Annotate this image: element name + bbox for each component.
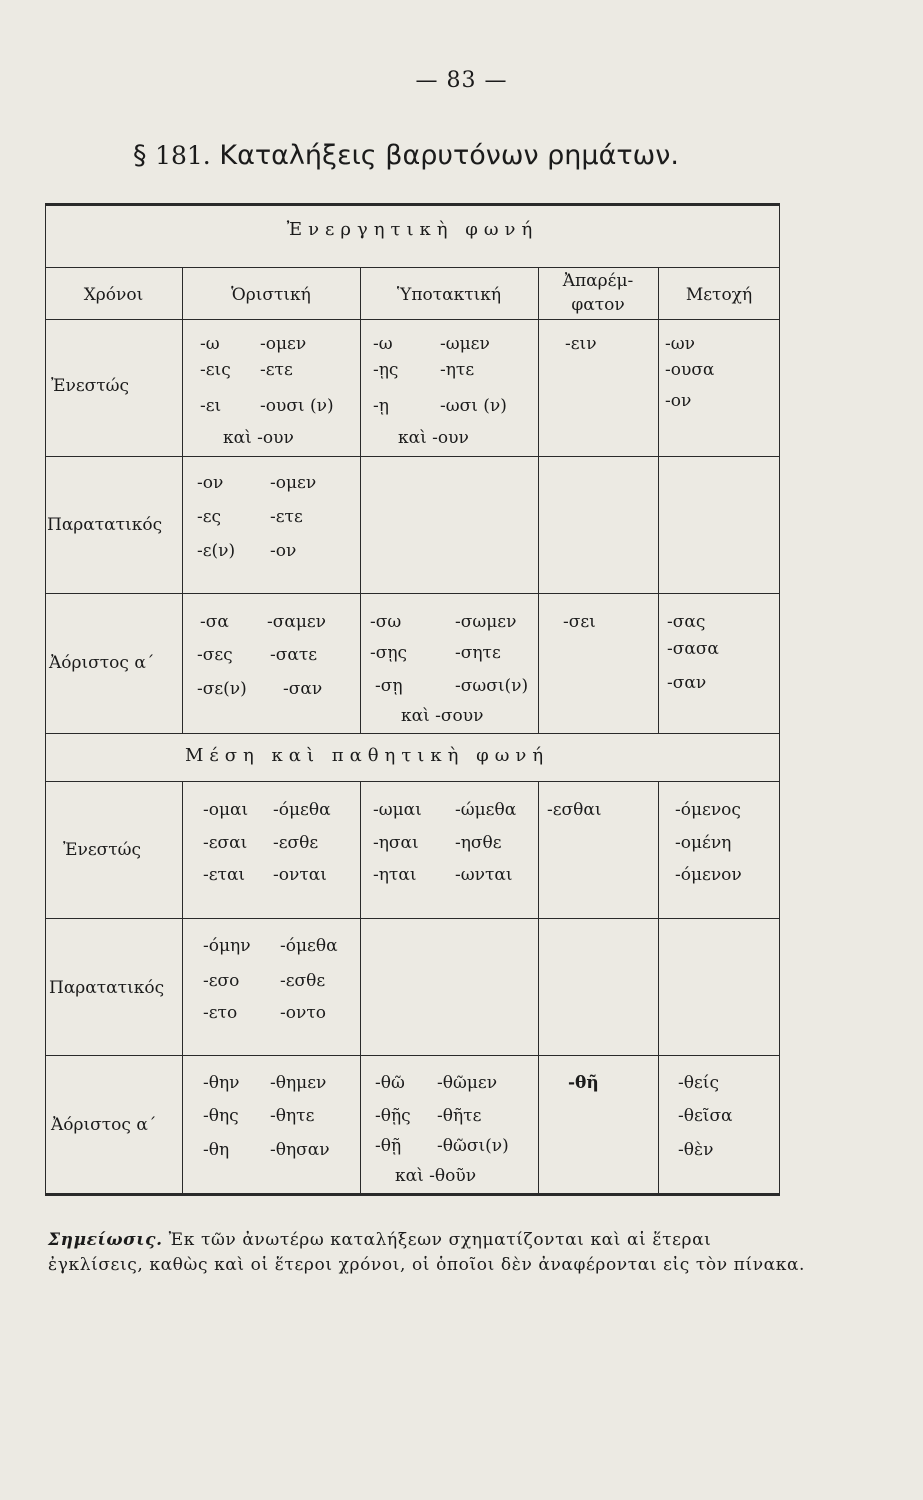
ending: -εται (203, 865, 246, 885)
ending: -θημεν (270, 1073, 327, 1093)
ending: -εσθαι (547, 800, 602, 820)
rule-right-border (779, 203, 780, 1196)
ending: -θη (203, 1140, 230, 1160)
ending: -σατε (270, 645, 318, 665)
ending: -ωσι (ν) (440, 396, 507, 416)
ending: -σαν (283, 679, 323, 699)
rule-after-middle-imperfect (45, 1055, 780, 1056)
ending: -εσθε (280, 971, 326, 991)
ending: -ον (665, 391, 692, 411)
tense-label: Παρατατικός (47, 515, 163, 535)
ending: -ω (373, 334, 393, 354)
ending: -εις (200, 360, 231, 380)
ending: -σῃ (375, 676, 403, 696)
ending: -όμενον (675, 865, 742, 885)
ending: -ῃς (373, 360, 399, 380)
ending: -θῶ (375, 1073, 405, 1093)
section-number: 181. (155, 141, 211, 170)
section-title (133, 140, 679, 171)
ending: -ωμεν (440, 334, 490, 354)
ending: καὶ -ουν (398, 428, 469, 448)
rule-col2-active (360, 267, 361, 733)
ending: -ηται (373, 865, 417, 885)
rule-col4-active (658, 267, 659, 733)
ending: -εσο (203, 971, 240, 991)
header-participle: Μετοχή (685, 285, 753, 305)
section-symbol: § (133, 140, 147, 171)
header-indicative: Ὁριστική (231, 285, 311, 305)
ending: -ητε (440, 360, 475, 380)
ending: -ετο (203, 1003, 238, 1023)
ending: -εσθε (273, 833, 319, 853)
header-infinitive-line2: φατον (571, 295, 625, 315)
ending: -θείς (678, 1073, 719, 1093)
ending: -ησθε (455, 833, 502, 853)
ending: -θης (203, 1106, 239, 1126)
ending: -ησαι (373, 833, 419, 853)
ending: -θητε (270, 1106, 315, 1126)
footnote (48, 1228, 808, 1278)
ending: -ον (270, 541, 297, 561)
ending: -ον (197, 473, 224, 493)
rule-after-aorist (45, 733, 780, 734)
page-number: — 83 — (415, 68, 508, 93)
ending: -θεῖσα (678, 1106, 733, 1126)
ending: -σας (667, 612, 706, 632)
ending: -οντο (280, 1003, 326, 1023)
ending: -θῶσι(ν) (437, 1136, 509, 1156)
ending: -θῆ (568, 1073, 599, 1093)
ending: -σωσι(ν) (455, 676, 529, 696)
ending: -ες (197, 507, 222, 527)
ending: -ωνται (455, 865, 513, 885)
ending: -ομεν (260, 334, 307, 354)
header-tenses: Χρόνοι (83, 285, 144, 305)
ending: -ει (200, 396, 222, 416)
ending: καὶ -ουν (223, 428, 294, 448)
table-bottom-rule (45, 1193, 780, 1196)
rule-under-voice-title (45, 267, 780, 268)
ending: -σασα (667, 639, 719, 659)
ending: -ετε (270, 507, 303, 527)
ending: -ῃ (373, 396, 389, 416)
ending: -σαμεν (267, 612, 327, 632)
ending: -σε(ν) (197, 679, 247, 699)
ending: -όμεθα (273, 800, 331, 820)
ending: -όμην (203, 936, 251, 956)
ending: καὶ -σουν (401, 706, 484, 726)
rule-under-middle-title (45, 781, 780, 782)
rule-col3-active (538, 267, 539, 733)
section-title-text: Καταλήξεις βαρυτόνων ρημάτων. (219, 140, 679, 171)
rule-left-border (45, 203, 46, 1196)
rule-after-middle-present (45, 918, 780, 919)
rule-col2-middle (360, 781, 361, 1193)
endings-table (45, 203, 780, 1197)
active-voice-title: Ἐνεργητικὴ φωνή (286, 219, 539, 240)
ending: -ονται (273, 865, 327, 885)
ending: -ε(ν) (197, 541, 236, 561)
rule-col1-active (182, 267, 183, 733)
ending: -ων (665, 334, 695, 354)
header-subjunctive: Ὑποτακτική (396, 285, 502, 305)
ending: -σω (370, 612, 402, 632)
ending: -ειν (565, 334, 597, 354)
ending: -ετε (260, 360, 293, 380)
ending: -ώμεθα (455, 800, 517, 820)
tense-label: Ἀόριστος α΄ (51, 1115, 157, 1135)
ending: -όμεθα (280, 936, 338, 956)
ending: -ω (200, 334, 220, 354)
tense-label: Ἐνεστώς (51, 376, 130, 396)
ending: -θῇς (375, 1106, 411, 1126)
rule-under-headers (45, 319, 780, 320)
ending: -θησαν (270, 1140, 330, 1160)
tense-label: Ἀόριστος α΄ (49, 653, 155, 673)
ending: -ουσα (665, 360, 715, 380)
ending: -θῆτε (437, 1106, 482, 1126)
ending: -εσαι (203, 833, 248, 853)
ending: -ομαι (203, 800, 249, 820)
ending: -ομεν (270, 473, 317, 493)
tense-label: Παρατατικός (49, 978, 165, 998)
ending: -ομένη (675, 833, 732, 853)
ending: -σωμεν (455, 612, 517, 632)
ending: -σῃς (370, 643, 408, 663)
rule-col1-middle (182, 781, 183, 1193)
table-top-rule (45, 203, 780, 206)
ending: -σει (563, 612, 596, 632)
ending: -ωμαι (373, 800, 422, 820)
tense-label: Ἐνεστώς (63, 840, 142, 860)
ending: -σητε (455, 643, 501, 663)
ending: -θῇ (375, 1136, 402, 1156)
ending: -ουσι (ν) (260, 396, 334, 416)
header-infinitive-line1: Ἀπαρέμ- (562, 271, 634, 291)
footnote-label: Σημείωσις. (48, 1230, 163, 1250)
footnote-text: Ἐκ τῶν ἀνωτέρω καταλήξεων σχηματίζονται καὶ αἱ ἕτεραι ἐγκλίσεις, καθὼς καὶ οἱ ἕτεροι χρόνοι, οἱ ὁποῖοι δὲν ἀναφέρονται εἰς τὸν πίνακα. (48, 1230, 806, 1275)
rule-after-imperfect (45, 593, 780, 594)
ending: καὶ -θοῦν (395, 1166, 477, 1186)
ending: -σες (197, 645, 233, 665)
rule-col4-middle (658, 781, 659, 1193)
rule-after-present (45, 456, 780, 457)
ending: -θῶμεν (437, 1073, 498, 1093)
ending: -σα (200, 612, 229, 632)
ending: -σαν (667, 673, 707, 693)
ending: -θὲν (678, 1140, 714, 1160)
ending: -θην (203, 1073, 240, 1093)
ending: -όμενος (675, 800, 741, 820)
rule-col3-middle (538, 781, 539, 1193)
middle-voice-title: Μέση καὶ παθητικὴ φωνή (185, 745, 550, 766)
